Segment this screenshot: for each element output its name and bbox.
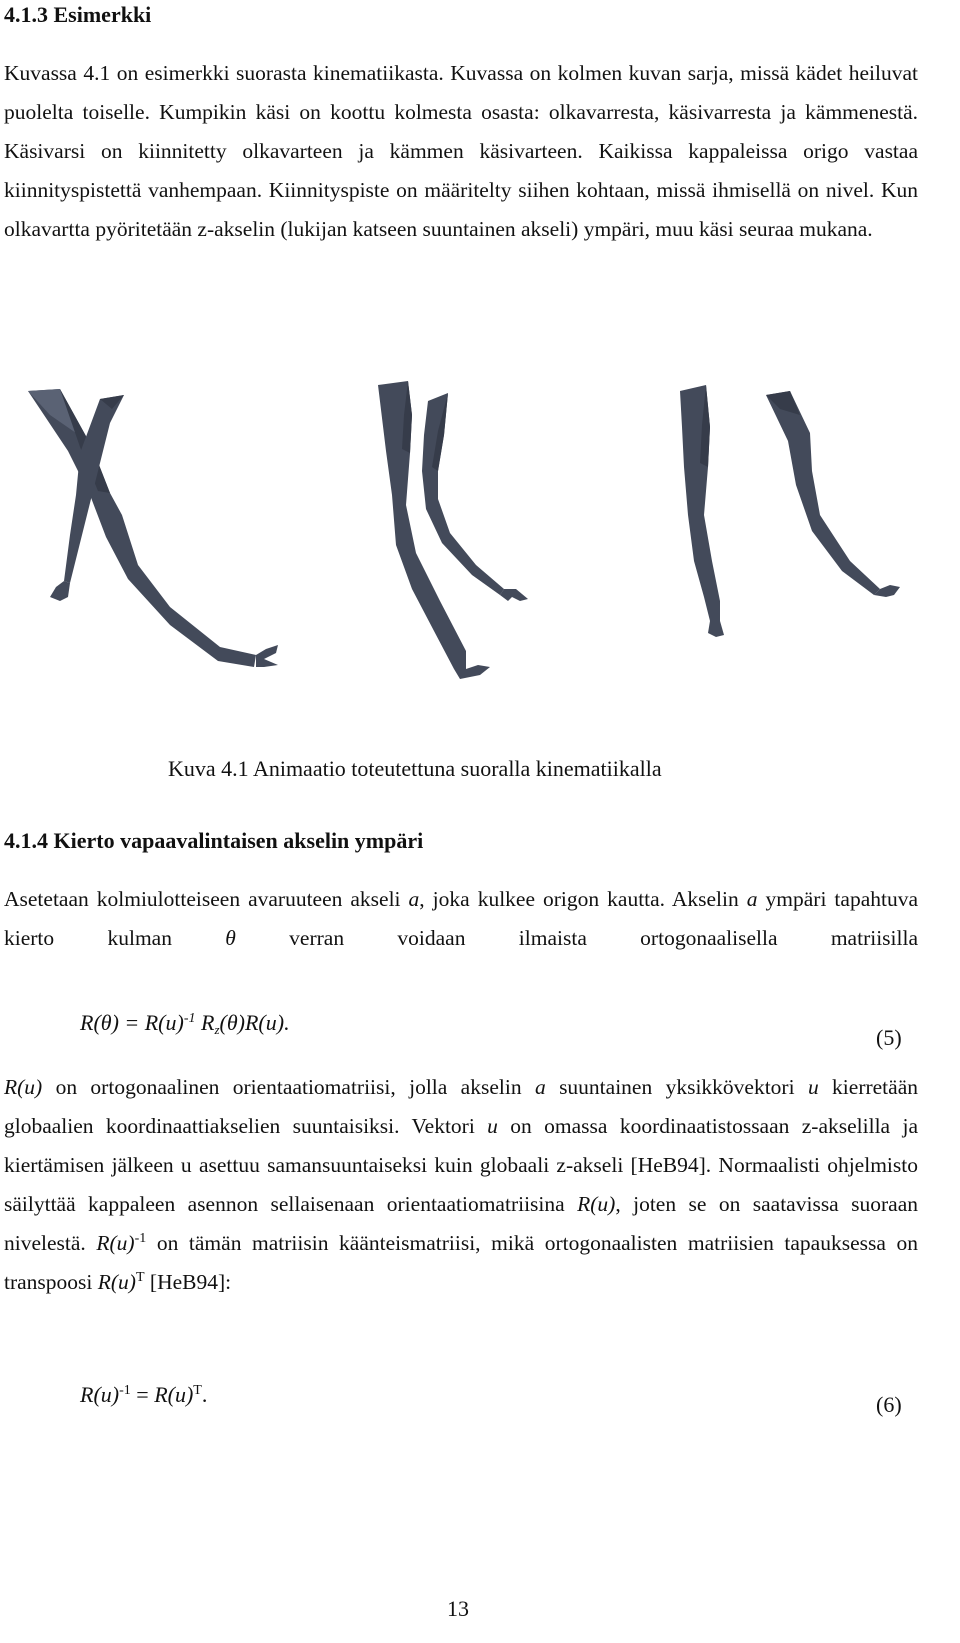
equation-5: $R(\theta) = R(u)^{-1}$ $R_z(\theta)R(u)$. xyxy=(80,1010,290,1037)
paragraph-orientation-matrix: R(u) on ortogonaalinen orientaatiomatriisi, jolla akselin a suuntainen yksikkövektori u kierretään globaalien koordinaattiakselien suuntaisiksi. Vektori u on omassa koordinaatistossaan z-akselilla ja kiertämisen jälkeen u asettuu samansuuntaiseksi kuin globaali z-akseli [HeB94]. Normaalisti ohjelmisto säilyttää kappaleen asennon sellaisenaan orientaatiomatriisina R(u), joten se on saatavissa suoraan nivelestä. $R(u)^{-1}$ on tämän matriisin käänteismatriisi, mikä ortogonaalisten matriisien tapauksessa on transpoosi $R(u)^T$ [HeB94]: xyxy=(4,1075,919,1294)
page-number: 13 xyxy=(447,1596,469,1621)
equation-6: $R(u)^{-1} = R(u)^T$. xyxy=(80,1382,208,1407)
figure-arms-svg xyxy=(20,375,920,715)
equation-5-number: (5) xyxy=(876,1025,902,1050)
equation-6-number: (6) xyxy=(876,1392,902,1417)
figure-arms xyxy=(20,375,920,715)
paragraph-example: Kuvassa 4.1 on esimerkki suorasta kinematiikasta. Kuvassa on kolmen kuvan sarja, missä kädet heiluvat puolelta toiselle. Kumpikin käsi on koottu kolmesta osasta: olkavarresta, käsivarresta ja kämmenestä. Käsivarsi on kiinnitetty olkavarteen ja kämmen käsivarteen. Kaikissa kappaleissa origo vastaa kiinnityspistettä vanhempaan. Kiinnityspiste on määritelty siihen kohtaan, missä ihmisellä on nivel. Kun olkavartta pyöritetään z-akselin (lukijan katseen suuntainen akseli) ympäri, muu käsi seuraa mukana. xyxy=(4,61,918,241)
arm-frame-1 xyxy=(28,389,278,667)
section-heading-4-1-4: 4.1.4 Kierto vapaavalintaisen akselin ympäri xyxy=(4,828,424,853)
arm-frame-2 xyxy=(378,381,528,679)
arm-frame-3 xyxy=(680,385,900,637)
section-heading-4-1-3: 4.1.3 Esimerkki xyxy=(4,2,152,27)
figure-caption: Kuva 4.1 Animaatio toteutettuna suoralla kinematiikalla xyxy=(168,756,662,781)
paragraph-axis-rotation: Asetetaan kolmiulotteiseen avaruuteen akseli a, joka kulkee origon kautta. Akselin a ympäri tapahtuva kierto kulman θ verran voidaan ilmaista ortogonaalisella matriisilla xyxy=(4,887,919,950)
